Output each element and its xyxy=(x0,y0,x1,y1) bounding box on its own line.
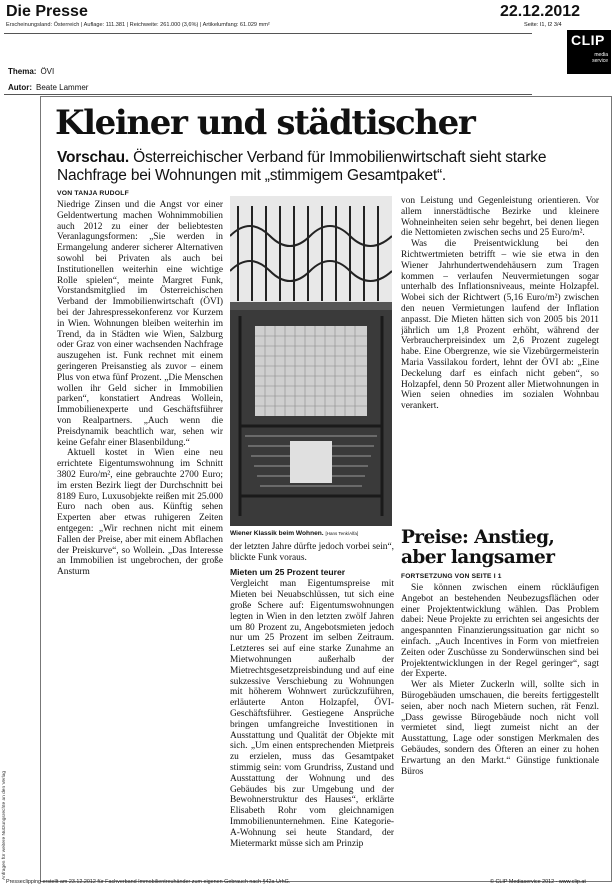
meta-divider xyxy=(4,94,532,95)
photo-credit: [Hans Tenk/Alfa] xyxy=(325,531,359,536)
article-photo-staircase xyxy=(230,196,392,526)
article-column-1 xyxy=(57,200,223,870)
autor-label: Autor: xyxy=(8,83,32,92)
autor-value: Beate Lammer xyxy=(36,83,89,92)
header-divider xyxy=(4,33,532,34)
article-column-3 xyxy=(401,196,599,520)
second-headline: Preise: Anstieg, aber langsamer xyxy=(401,527,555,568)
thema-label: Thema: xyxy=(8,67,37,76)
clip-logo-sub2: service xyxy=(592,58,608,64)
second-paragraph-1: Sie können zwischen einem rückläufigen Angebot an bestehenden Neubezugsflächen oder einer Projektentwicklung wählen. Das Problem dabei: Neue Projekte zu errichten sei angesichts der angespannten Finanzierungssituation gar nicht so einfach. „Auch Incentives in Form von mietfreien Zeiten oder Zuschüsse zu Sonderwünschen sind bei Projektentwicklungen in der Regel geringer“, sagt der Experte. xyxy=(401,583,599,680)
autor-line xyxy=(8,83,88,92)
footer-left: Presseclipping erstellt am 23.12.2012 für Fachverband Immobilientreuhänder zum eigenen Gebrauch nach §42a UrhG. xyxy=(6,879,291,885)
publication-name: Die Presse xyxy=(6,3,88,20)
thema-value: ÖVI xyxy=(40,67,55,76)
article-kicker xyxy=(57,149,597,185)
col3-paragraph-2: Was die Preisentwicklung bei den Richtwertmieten betrifft – wie sie etwa in den Wiener Jahrhundertwendehäusern zum Tragen kommen – verlaufen Neuvermietungen sogar unterhalb des Inflationsniveaus, meinte Holzapfel. Wobei sich der Richtwert (5,16 Euro/m²) zwischen den neuen Vermietungen laufend der Inflation anpasst. Die Mieten hätten sich von 2005 bis 2011 jährlich um 1,8 Prozent erhöht, während der Verbraucherpreisindex um 2,6 Prozent zugelegt habe. Eine Obergrenze, wie sie Vizebürgermeisterin Maria Vassilakou fordert, lehnt der ÖVI ab: „Eine Deckelung darf es einfach nicht geben“, so Holzapfel, denn 50 Prozent aller Mietwohnungen in Wien seien ohnedies im sozialen Wohnbau verankert. xyxy=(401,239,599,412)
article-column-2 xyxy=(230,542,394,872)
clip-logo-name: CLIP xyxy=(571,32,605,48)
clip-logo-sub1: media xyxy=(594,52,608,58)
kicker-text: Österreichischer Verband für Immobilienwirtschaft sieht starke Nachfrage bei Wohnungen mit „stimmigem Gesamtpaket“. xyxy=(57,149,547,184)
photo-caption xyxy=(230,530,394,537)
kicker-label: Vorschau. xyxy=(57,149,129,166)
staircase-illustration xyxy=(230,196,392,526)
col1-paragraph-1: Niedrige Zinsen und die Angst vor einer Geldentwertung machen Wohnimmobilien auch 2012 zu einer der beliebtesten Veranlagungsformen: „Sie werden in Ermangelung anderer sicherer Alternativen sowohl bei Privaten als auch bei Institutionellen weiterhin eine wichtige Rolle spielen“, meinte Margret Funk, Vorstandsmitglied im Österreichischen Verband der Immobilienwirtschaft (ÖVI) bei der Jahrespressekonferenz vor Kurzem in Wien. Wohnungen bleiben weiterhin im Trend, da in Städten wie Wien, Salzburg oder Graz von einer wachsenden Nachfrage auszugehen ist. Funk rechnet mit einem geringeren Preisanstieg als zuvor – einem Plus von etwa fünf Prozent. „Die Menschen wollen ihr Geld sicher in Immobilien parken“, konstatiert Andreas Wollein, Immobilienexperte und Geschäftsführer von Realpartners. „Auch wenn die Preisdynamik beachtlich war, sehen wir keine Gefahr einer Blasenbildung.“ xyxy=(57,200,223,448)
second-paragraph-2: Wer als Mieter Zuckerln will, sollte sich in Bürogebäuden umschauen, die bereits fertiggestellt seien, aber noch nach Mietern suchen, rät Fenzl. „Dass gewisse Bürogebäude noch nicht voll vermietet sind, liegt zumeist nicht an der Ausstattung, Lage oder sonstigen Merkmalen des Gebäudes, sondern des Öfteren an einer zu hohen Erwartung an den Markt.“ Günstige funktionale Büros xyxy=(401,680,599,777)
col3-paragraph-1: von Leistung und Gegenleistung orientieren. Vor allem innerstädtische Bezirke und kleinere Wohneinheiten seien sehr begehrt, bei denen liegen die Nettomieten zwischen sechs und 25 Euro/m². xyxy=(401,196,599,239)
rights-side-note: Anfragen für weitere Nutzungsrechte an den Verlag xyxy=(2,770,7,880)
clip-logo-sub xyxy=(592,52,608,64)
col1-paragraph-2: Aktuell kostet in Wien eine neu errichtete Eigentumswohnung im Schnitt 3802 Euro/m², eine gebrauchte 2700 Euro; im ersten Bezirk liegt der Durchschnitt bei 8189 Euro, Luxusobjekte reißen mit 25.000 Euro nach oben aus. Künftig sehen Experten aber etwas ruhigeren Zeiten entgegen: „Wir rechnen nicht mit einem Fallen der Preise, aber mit einem Abflachen der Preiskurve“, so Wollein. „Das Interesse an Immobilien ist ungebrochen, der große Ansturm xyxy=(57,448,223,578)
second-article-column xyxy=(401,583,599,873)
article-headline: Kleiner und städtischer xyxy=(55,103,475,143)
clip-logo xyxy=(567,30,611,74)
col2-subheading: Mieten um 25 Prozent teurer xyxy=(230,566,346,577)
thema-line xyxy=(8,67,54,76)
article-byline: VON TANJA RUDOLF xyxy=(57,190,129,197)
photo-caption-text: Wiener Klassik beim Wohnen. xyxy=(230,530,324,537)
footer-right: © CLIP Mediaservice 2012 - www.clip.at xyxy=(490,879,586,885)
col2-paragraph-top: der letzten Jahre dürfte jedoch vorbei sein“, blickte Funk voraus. xyxy=(230,542,394,563)
publication-meta: Erscheinungsland: Österreich | Auflage: 111.381 | Reichweite: 261.000 (3,6%) | Artikelumfang: 61.029 mm² xyxy=(6,22,270,28)
page-indicator: Seite: I1, I2 3/4 xyxy=(524,22,562,28)
col2-paragraph-1: Vergleicht man Eigentumspreise mit Mieten bei Neuabschlüssen, tut sich eine große Schere auf: Eigentumswohnungen legten in Wien in den letzten zwölf Jahren um 80 Prozent zu, Angebotsmieten jedoch nur um 25 Prozent im selben Zeitraum. Letzteres sei auf eine starke Zunahme an Mietwohnungen außerhalb der Mietrechtsgesetzpreisbindung und auf eine sukzessive Verschiebung zu Wohnungen mit höherem Wohnwert zurückzuführen, erläuterte Anton Holzapfel, ÖVI-Geschäftsführer. Gestiegene Ansprüche bringen umfangreiche Investitionen in Ausstattung und Qualität der Objekte mit sich. „Um einen entsprechenden Mietpreis zu erzielen, muss das Gesamtpaket stimmig sein: vom Grundriss, Zustand und Ausstattung der Wohnung und des Gebäudes bis zur Umgebung und der Bewohnerstruktur des Hauses“, erklärte Elisabeth Rohr vom gleichnamigen Immobilienunternehmen. Eine Kategorie-A-Wohnung sei heute Standard, der Mietermarkt müsse sich am Prinzip xyxy=(230,579,394,849)
continuation-label: FORTSETZUNG VON SEITE I 1 xyxy=(401,573,502,580)
publication-date: 22.12.2012 xyxy=(500,3,581,20)
